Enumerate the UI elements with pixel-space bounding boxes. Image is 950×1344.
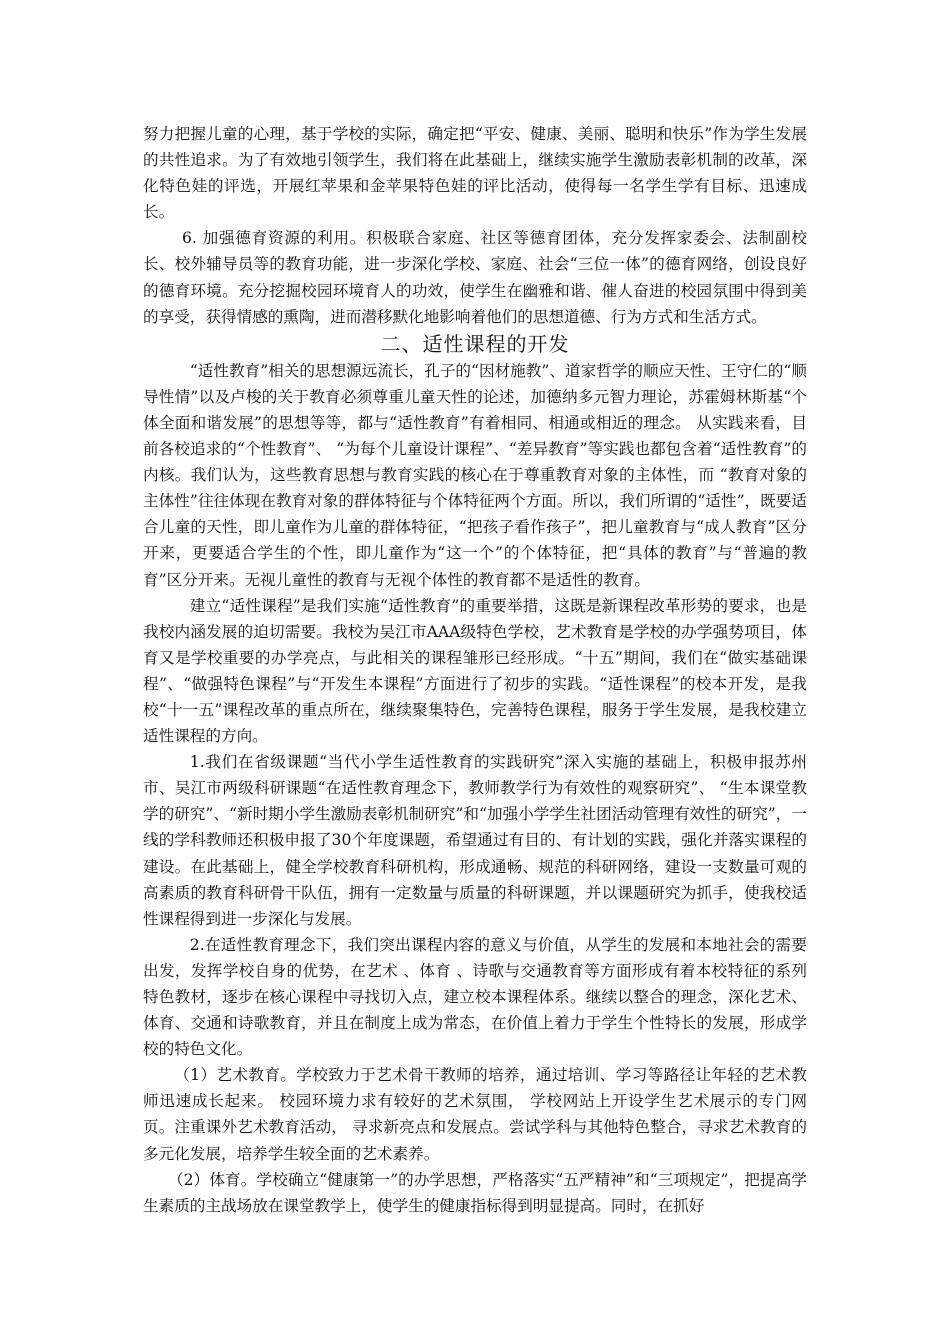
paragraph-physical-education: （2）体育。学校确立“健康第一”的办学思想，严格落实“五严精神”和“三项规定”，把提高学生素质的主战场放在课堂教学上，使学生的健康指标得到明显提高。同时，在抓好 (143, 1170, 807, 1215)
section-heading: 二、适性课程的开发 (380, 331, 570, 356)
paragraph-item-2: 2.在适性教育理念下，我们突出课程内容的意义与价值，从学生的发展和本地社会的需要出发，发挥学校自身的优势，在艺术 、体育 、诗歌与交通教育等方面形成有着本校特征的系列特色教材，逐步在核心课程中寻找切入点，建立校本课程体系。继续以整合的理念，深化艺术、体育、交通和诗歌教育，并且在制度上成为常态，在价值上着力于学生个性特长的发展，形成学校的特色文化。 (143, 935, 807, 1059)
paragraph-continuation: 努力把握儿童的心理，基于学校的实际，确定把“平安、健康、美丽、聪明和快乐”作为学生发展的共性追求。为了有效地引领学生，我们将在此基础上，继续实施学生激励表彰机制的改革，深化特色娃的评选，开展红苹果和金苹果特色娃的评比活动，使得每一名学生学有目标、迅速成长。 (143, 125, 807, 222)
paragraph-art-education: （1）艺术教育。学校致力于艺术骨干教师的培养，通过培训、学习等路径让年轻的艺术教师迅速成长起来。 校园环境力求有较好的艺术氛围， 学校网站上开设学生艺术展示的专门网页。注重课外艺术教育活动， 寻求新亮点和发展点。尝试学科与其他特色整合，寻求艺术教育的多元化发展，培养学生较全面的艺术素养。 (143, 1066, 807, 1163)
paragraph-build-curriculum: 建立“适性课程”是我们实施“适性教育”的重要举措，这既是新课程改革形势的要求，也是我校内涵发展的迫切需要。我校为吴江市AAA级特色学校，艺术教育是学校的办学强势项目，体育又是学校重要的办学亮点，与此相关的课程雏形已经形成。“十五”期间，我们在“做实基础课程”、“做强特色课程”与“开发生本课程”方面进行了初步的实践。“适性课程”的校本开发，是我校“十一五”课程改革的重点所在，继续聚集特色，完善特色课程，服务于学生发展，是我校建立适性课程的方向。 (143, 596, 807, 746)
paragraph-item-1: 1.我们在省级课题“当代小学生适性教育的实践研究”深入实施的基础上，积极申报苏州市、吴江市两级科研课题“在适性教育理念下，教师教学行为有效性的观察研究”、 “生本课堂教学的研究”、“新时期小学生激励表彰机制研究”和“加强小学学生社团活动管理有效性的研究”，一线的学科教师还积极申报了30个年度课题，希望通过有目的、有计划的实践，强化并落实课程的建设。在此基础上，健全学校教育科研机构，形成通畅、规范的科研网络，建设一支数量可观的高素质的教育科研骨干队伍，拥有一定数量与质量的科研课题，并以课题研究为抓手，使我校适性课程得到进一步深化与发展。 (143, 753, 807, 928)
paragraph-theory: “适性教育”相关的思想源远流长，孔子的“因材施教”、道家哲学的顺应天性、王守仁的“顺导性情”以及卢梭的关于教育必须尊重儿童天性的论述，加德纳多元智力理论，苏霍姆林斯基“个体全面和谐发展”的思想等等，都与“适性教育”有着相同、相通或相近的理念。 从实践来看，目前各校追求的“个性教育”、 “为每个儿童设计课程”、“差异教育”等实践也都包含着“适性教育”的内核。我们认为，这些教育思想与教育实践的核心在于尊重教育对象的主体性，而 “教育对象的主体性”往往体现在教育对象的群体特征与个体特征两个方面。所以，我们所谓的“适性”，既要适合儿童的天性，即儿童作为儿童的群体特征，“把孩子看作孩子”，把儿童教育与“成人教育”区分开来，更要适合学生的个性，即儿童作为“这一个”的个体特征，把“具体的教育”与“普遍的教育”区分开来。无视儿童性的教育与无视个体性的教育都不是适性的教育。 (143, 361, 807, 589)
paragraph-item-6: 6. 加强德育资源的利用。积极联合家庭、社区等德育团体，充分发挥家委会、法制副校长、校外辅导员等的教育功能，进一步深化学校、家庭、社会“三位一体”的德育网络，创设良好的德育环境。充分挖掘校园环境育人的功效，使学生在幽雅和谐、催人奋进的校园氛围中得到美的享受，获得情感的熏陶，进而潜移默化地影响着他们的思想道德、行为方式和生活方式。 (143, 229, 807, 326)
document-body (143, 121, 807, 1219)
